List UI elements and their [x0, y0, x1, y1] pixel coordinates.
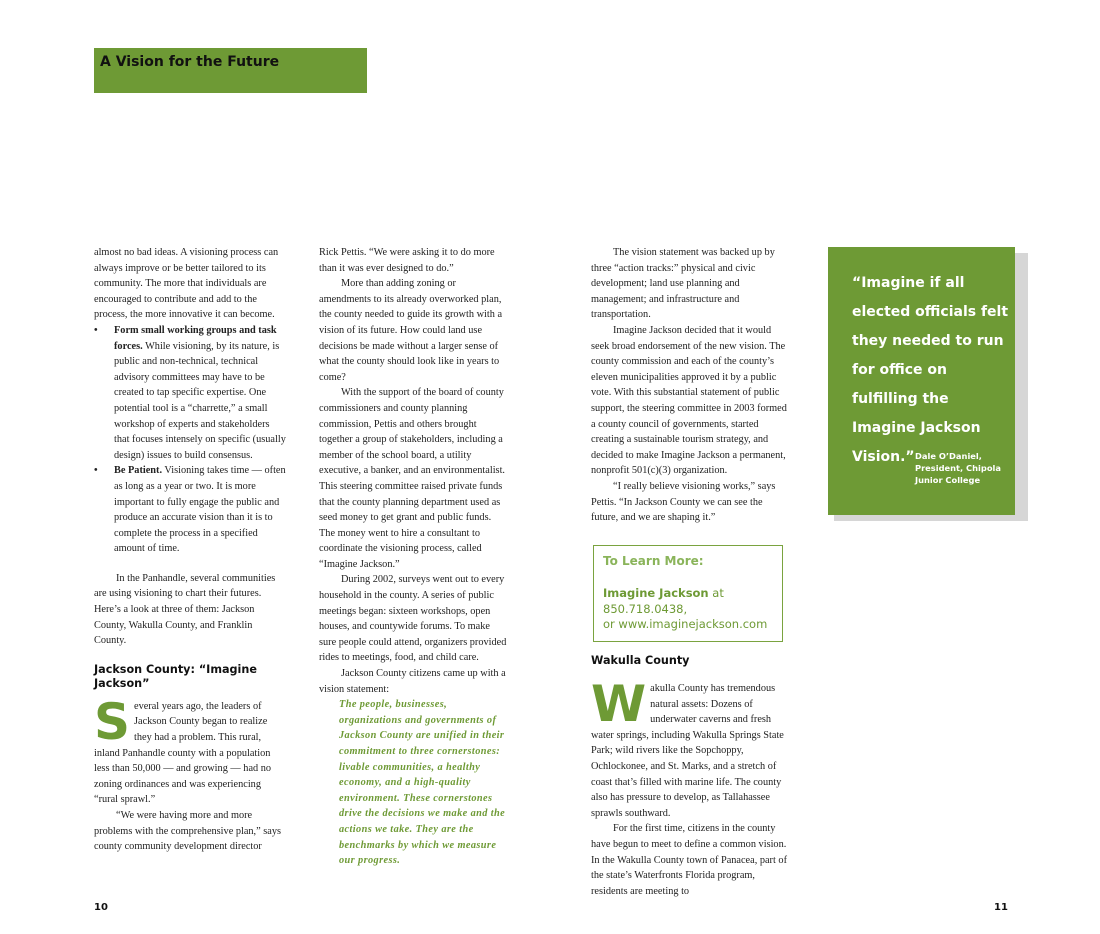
wakulla-paragraph-1: Wakulla County has tremendous natural assets: Dozens of underwater caverns and fresh water springs, including Wakulla Springs State Park; wild rivers like the Sopchoppy, Ochlockonee, and St. Marks, and a stretch of coast that’s filled with marine life. The county also has pressure to develop, as Tallahassee sprawls southward. — [591, 675, 784, 819]
paragraph: With the support of the board of county commissioners and county planning commission, Pettis and others brought together a group of stakeholders, including a member of the school board, a utility executive, a banker, and an environmentalist. This steering committee raised private funds that the county planning department used as seed money to get grant and public funds. The money went to hire a consultant to coordinate the visioning process, called “Imagine Jackson.” — [319, 387, 506, 570]
column-2 — [319, 245, 507, 869]
quote-text: “Imagine if all elected officials felt they needed to run for office on fulfilling the Imagine Jackson Vision.” — [852, 275, 1009, 465]
jackson-paragraph-1: Several years ago, the leaders of Jackson County began to realize they had a problem. This rural, inland Panhandle county with a population less than 50,000 — and growing — had no zoning ordinances and was experiencing “rural sprawl.” — [94, 692, 272, 806]
bullet-icon: • — [94, 324, 98, 336]
drop-cap: S — [94, 692, 131, 751]
pull-quote — [828, 247, 1015, 515]
quote-attribution: Dale O’Daniel, President, Chipola Junior College — [915, 451, 1001, 485]
column-3-continued — [591, 675, 787, 899]
learn-more-title: To Learn More: — [603, 554, 704, 568]
paragraph: Jackson County citizens came up with a vision statement: — [319, 668, 506, 695]
paragraph: More than adding zoning or amendments to its already overworked plan, the county needed to guide its growth with a vision of its future. How could land use decisions be made without a larger sense of what the county should look like in years to come? — [319, 278, 503, 383]
paragraph: “I really believe visioning works,” says Pettis. “In Jackson County we can see the future, and we are shaping it.” — [591, 480, 776, 524]
bullet-title: Be Patient. — [114, 465, 163, 477]
page-number-right: 11 — [994, 902, 1008, 913]
bullet-icon: • — [94, 465, 98, 477]
bullet-item — [94, 323, 287, 463]
jackson-heading: Jackson County: “Imagine Jackson” — [94, 662, 257, 690]
section-banner — [94, 48, 367, 93]
column-3 — [591, 245, 787, 526]
bullet-title: Form small working groups and task forces. — [114, 324, 277, 352]
wakulla-heading: Wakulla County — [591, 654, 690, 667]
paragraph: During 2002, surveys went out to every household in the county. A series of public meetings began: sixteen workshops, open houses, and countywide forums. To make sure people could attend, organizers provided rides to meetings, food, and child care. — [319, 574, 507, 664]
intro-paragraph: almost no bad ideas. A visioning process can always improve or be better tailored to its community. The more that individuals are encouraged to contribute and add to the process, the more innovative it can become. — [94, 247, 279, 321]
paragraph: The vision statement was backed up by three “action tracks:” physical and civic development; land use planning and management; and infrastructure and transportation. — [591, 247, 775, 321]
paragraph: Rick Pettis. “We were asking it to do more than it was ever designed to do.” — [319, 247, 495, 274]
column-1 — [94, 245, 287, 855]
bullet-text: While visioning, by its nature, is public and non-technical, technical advisory committees may have to be created to tap specific expertise. One potential tool is a “charrette,” a small workshop of experts and stakeholders that focuses intensely on specific (usually design) issues to build consensus. — [114, 340, 286, 461]
learn-more-name: Imagine Jackson — [603, 586, 709, 600]
section-title: A Vision for the Future — [100, 54, 280, 70]
jackson-paragraph-2: “We were having more and more problems with the comprehensive plan,” says county community development director — [94, 810, 282, 853]
drop-cap: W — [591, 675, 647, 733]
paragraph: Imagine Jackson decided that it would seek broad endorsement of the new vision. The county commission and each of the county’s eleven municipalities approved it by a public vote. With this substantial statement of public support, the steering committee in 2003 formed a county council of governments, started creating a sustainable tourism strategy, and decided to make Imagine Jackson a permanent, nonprofit 501(c)(3) organization. — [591, 324, 787, 477]
learn-more-box — [593, 545, 783, 642]
learn-more-phone: 850.718.0438, — [603, 601, 688, 616]
vision-statement: The people, businesses, organizations and governments of Jackson County are unified in their commitment to three cornerstones: livable communities, a healthy economy, and a high-quality environment. These cornerstones drive the decisions we make and the actions we take. They are the benchmarks by which we measure our progress. — [339, 699, 506, 867]
bullet-text: Visioning takes time — often as long as a year or two. It is more important to fully engage the public and produce an accurate vision than it is to complete the process in a specified amount of time. — [114, 465, 286, 555]
wakulla-paragraph-2: For the first time, citizens in the county have begun to meet to define a common vision. In the Wakulla County town of Panacea, part of the state’s Waterfronts Florida program, residents are meeting to — [591, 823, 787, 897]
page-number-left: 10 — [94, 902, 108, 913]
panhandle-paragraph: In the Panhandle, several communities are using visioning to chart their futures. Here’s a look at three of them: Jackson County, Wakulla County, and Franklin County. — [94, 572, 276, 647]
bullet-item — [94, 463, 287, 557]
learn-more-website[interactable]: or www.imaginejackson.com — [603, 617, 768, 631]
learn-more-body: Imagine Jackson at 850.718.0438, or www.imaginejackson.com — [603, 586, 768, 631]
